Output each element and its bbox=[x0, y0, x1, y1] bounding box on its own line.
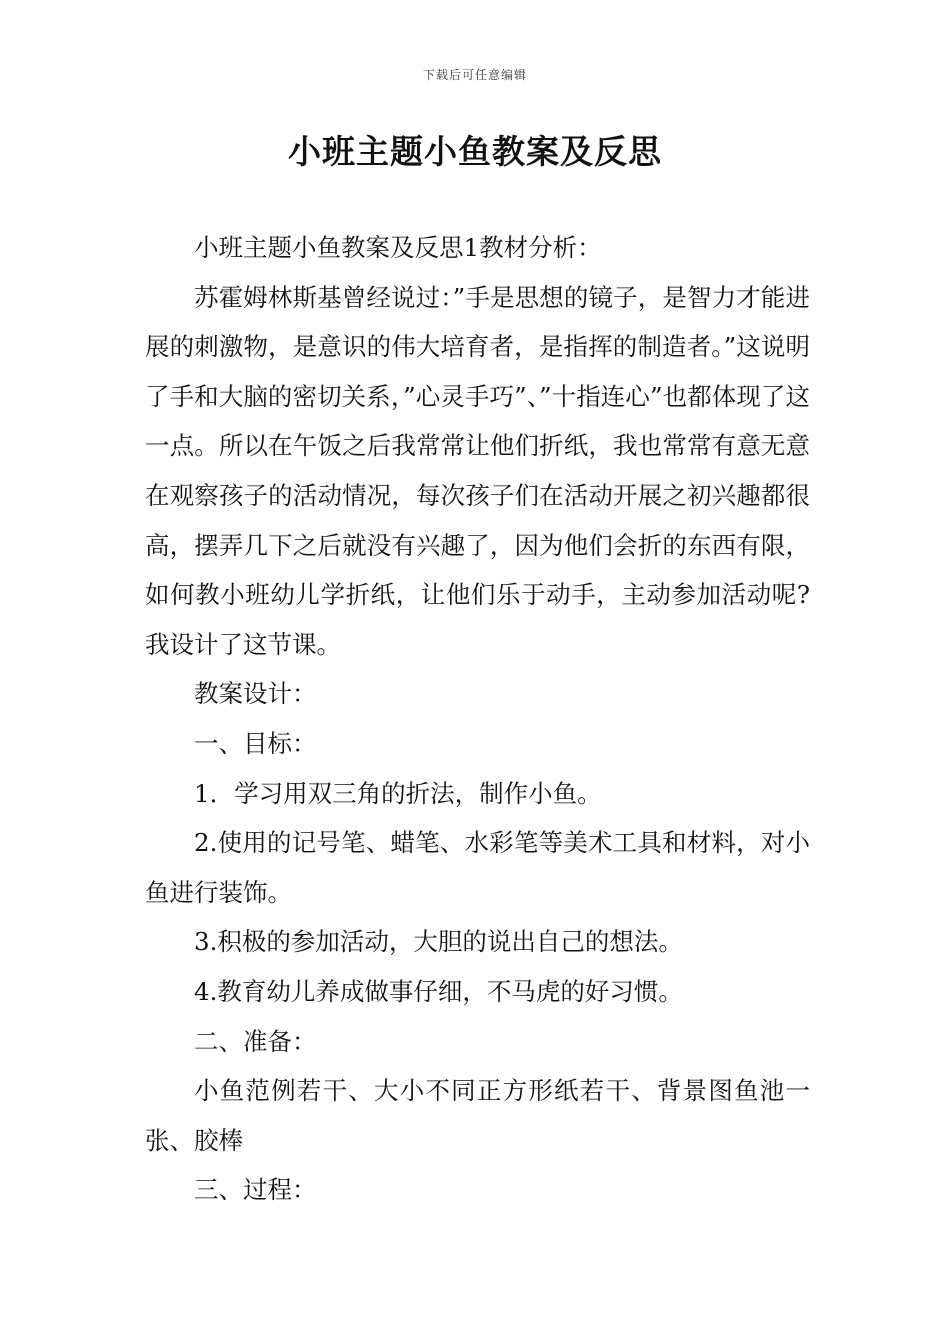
header-note: 下载后可任意编辑 bbox=[422, 68, 527, 82]
paragraph-prep-heading: 二、准备： bbox=[194, 1026, 317, 1056]
paragraph-prep-materials: 小鱼范例若干、大小不同正方形纸若干、背景图鱼池一张、胶棒 bbox=[145, 1076, 810, 1155]
paragraph-goal-3: 3.积极的参加活动，大胆的说出自己的想法。 bbox=[194, 927, 683, 957]
paragraph-goal-4: 4.教育幼儿养成做事仔细，不马虎的好习惯。 bbox=[194, 976, 683, 1006]
paragraph-goal-2: 2.使用的记号笔、蜡笔、水彩笔等美术工具和材料，对小鱼进行装饰。 bbox=[145, 828, 810, 907]
document-body bbox=[145, 223, 810, 1215]
paragraph-goal-1: 1．学习用双三角的折法，制作小鱼。 bbox=[194, 778, 602, 808]
paragraph-intro-heading: 小班主题小鱼教案及反思1教材分析： bbox=[194, 233, 602, 262]
paragraph-goals-heading: 一、目标： bbox=[194, 728, 317, 758]
paragraph-analysis: 苏霍姆林斯基曾经说过：”手是思想的镜子，是智力才能进展的刺激物，是意识的伟大培育者，是指挥的制造者。”这说明了手和大脑的密切关系，”心灵手巧”、”十指连心”也都体现了这一点。所以在午饭之后我常常让他们折纸，我也常常有意无意在观察孩子的活动情况，每次孩子们在活动开展之初兴趣都很高，摆弄几下之后就没有兴趣了，因为他们会折的东西有限，如何教小班幼儿学折纸，让他们乐于动手，主动参加活动呢?我设计了这节课。 bbox=[145, 282, 810, 659]
paragraph-process-heading: 三、过程： bbox=[194, 1175, 317, 1205]
paragraph-design-heading: 教案设计： bbox=[194, 679, 317, 709]
document-title: 小班主题小鱼教案及反思 bbox=[288, 132, 662, 171]
